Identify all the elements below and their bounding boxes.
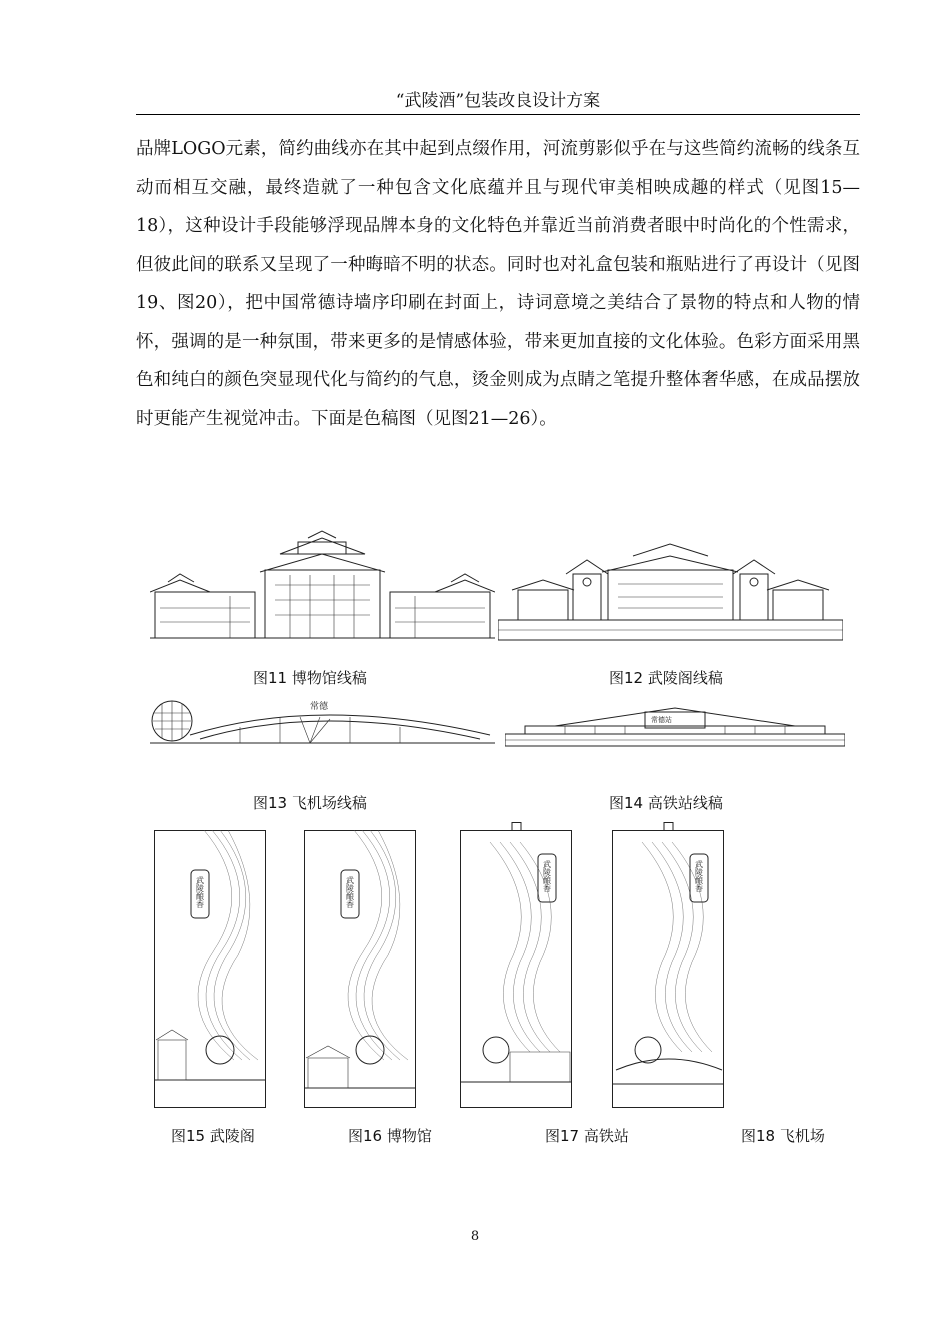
airport-sign-text: 常德 [310,702,329,712]
figure-package-rail-station [460,822,572,1108]
figure-rail-station-drawing [505,706,845,748]
figure-15-caption: 图15 武陵阁 [171,1127,255,1145]
label-text-17: 武陵酿香 [542,860,552,892]
label-text-15: 武陵酿香 [195,876,205,908]
figure-wuling-pavilion-drawing [498,542,843,642]
figure-museum-drawing [150,530,495,642]
label-text-16: 武陵酿香 [345,876,355,908]
figure-package-airport [612,822,724,1108]
header-rule [136,114,860,115]
figure-18-caption: 图18 飞机场 [741,1127,825,1145]
page-number: 8 [470,1229,480,1244]
figure-11-caption: 图11 博物馆线稿 [253,669,367,687]
figure-airport-drawing [150,697,495,747]
body-paragraph: 品牌LOGO元素，简约曲线亦在其中起到点缀作用，河流剪影似乎在与这些简约流畅的线条互动而相互交融，最终造就了一种包含文化底蕴并且与现代审美相映成趣的样式（见图15—18），这种设计手段能够浮现品牌本身的文化特色并靠近当前消费者眼中时尚化的个性需求，但彼此间的联系又呈现了一种晦暗不明的状态。同时也对礼盒包装和瓶贴进行了再设计（见图19、图20），把中国常德诗墙序印刷在封面上，诗词意境之美结合了景物的特点和人物的情怀，强调的是一种氛围，带来更多的是情感体验，带来更加直接的文化体验。色彩方面采用黑色和纯白的颜色突显现代化与简约的气息，烫金则成为点睛之笔提升整体奢华感，在成品摆放时更能产生视觉冲击。下面是色稿图（见图21—26）。 [136,139,860,429]
body-text [136,130,860,438]
figure-13-caption: 图13 飞机场线稿 [253,794,367,812]
figure-package-museum [304,830,416,1108]
page-header-title: “武陵酒”包装改良设计方案 [395,91,601,111]
figure-12-caption: 图12 武陵阁线稿 [609,669,723,687]
rail-station-sign-text: 常德站 [651,716,672,724]
figure-17-caption: 图17 高铁站 [545,1127,629,1145]
figure-package-wuling-pavilion [154,830,266,1108]
figure-14-caption: 图14 高铁站线稿 [609,794,723,812]
figure-16-caption: 图16 博物馆 [348,1127,432,1145]
label-text-18: 武陵酿香 [694,860,704,892]
